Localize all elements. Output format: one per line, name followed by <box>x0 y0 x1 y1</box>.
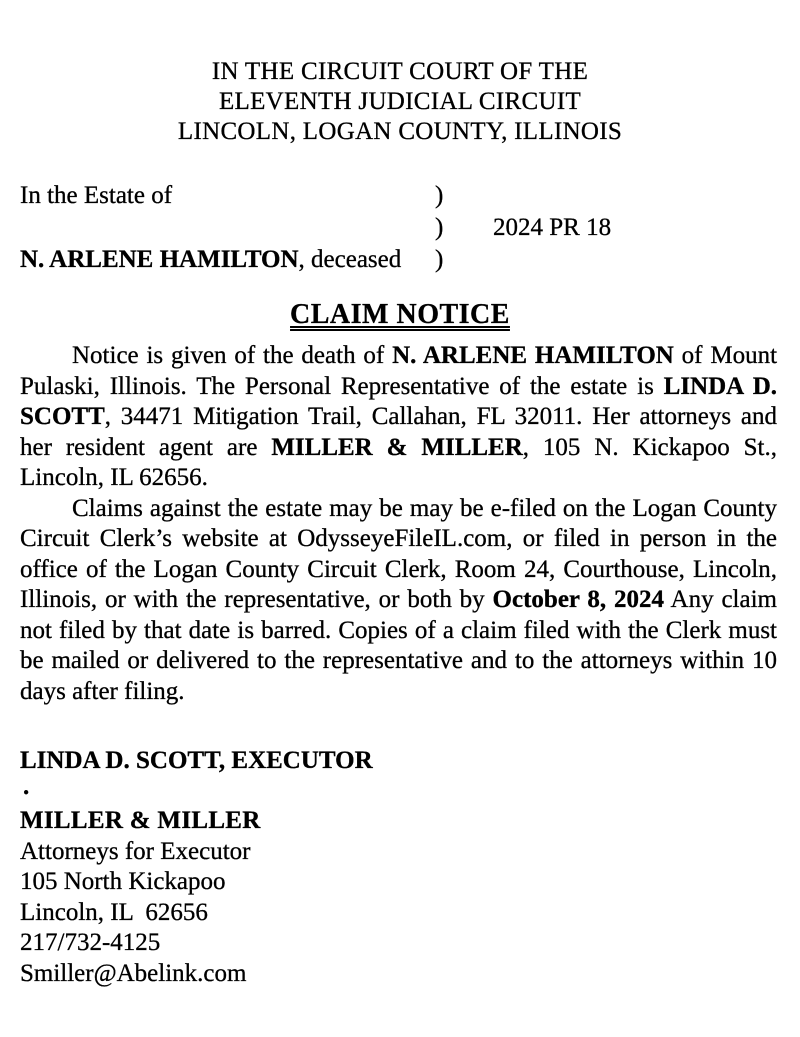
caption-row-3 <box>20 244 777 276</box>
court-header <box>0 57 800 147</box>
caption-row-1 <box>20 180 777 212</box>
case-caption <box>20 180 777 276</box>
caption-right-1 <box>493 180 777 212</box>
attorney-firm-block <box>20 806 261 989</box>
court-header-line-1: IN THE CIRCUIT COURT OF THE <box>211 58 589 85</box>
firm-phone-line: 217/732-4125 <box>20 929 161 956</box>
decedent-name-line: N. ARLENE HAMILTON, deceased <box>20 246 402 273</box>
executor-signature-line: LINDA D. SCOTT, EXECUTOR <box>20 747 373 774</box>
claim-notice-title-text: CLAIM NOTICE <box>290 299 510 330</box>
court-header-line-2: ELEVENTH JUDICIAL CIRCUIT <box>218 88 582 115</box>
caption-paren-2: ) <box>435 214 444 241</box>
claim-notice-title <box>0 299 800 331</box>
caption-paren-1: ) <box>435 182 444 209</box>
caption-left-spacer <box>20 212 435 244</box>
caption-paren-3: ) <box>435 246 444 273</box>
firm-name: MILLER & MILLER <box>20 807 261 834</box>
body-paragraph-1: Notice is given of the death of N. ARLENE HAMILTON of Mount Pulaski, Illinois. The Personal Representative of the estate is LINDA D. SCOTT, 34471 Mitigation Trail, Callahan, FL 32011. Her attorneys and her resident agent are MILLER & MILLER, 105 N. Kickapoo St., Lincoln, IL 62656. <box>20 342 778 491</box>
case-number: 2024 PR 18 <box>493 214 612 241</box>
stray-period-artifact: . <box>23 773 30 800</box>
court-header-line-3: LINCOLN, LOGAN COUNTY, ILLINOIS <box>177 118 623 145</box>
estate-of-label: In the Estate of <box>20 182 173 209</box>
caption-row-2 <box>20 212 777 244</box>
firm-role-line: Attorneys for Executor <box>20 837 251 865</box>
caption-right-3 <box>493 244 777 276</box>
firm-city-line: Lincoln, IL 62656 <box>20 898 208 926</box>
notice-body <box>20 341 777 707</box>
body-paragraph-2: Claims against the estate may be may be e-filed on the Logan County Circuit Clerk’s website at OdysseyeFileIL.com, or filed in person in the office of the Logan County Circuit Clerk, Room 24, Courthouse, Lincoln, Illinois, or with the representative, or both by October 8, 2024 Any claim not filed by that date is barred. Copies of a claim filed with the Clerk must be mailed or delivered to the representative and to the attorneys within 10 days after filing. <box>20 494 777 705</box>
firm-street-line: 105 North Kickapoo <box>20 868 226 895</box>
firm-email-line: Smiller@Abelink.com <box>20 959 247 987</box>
